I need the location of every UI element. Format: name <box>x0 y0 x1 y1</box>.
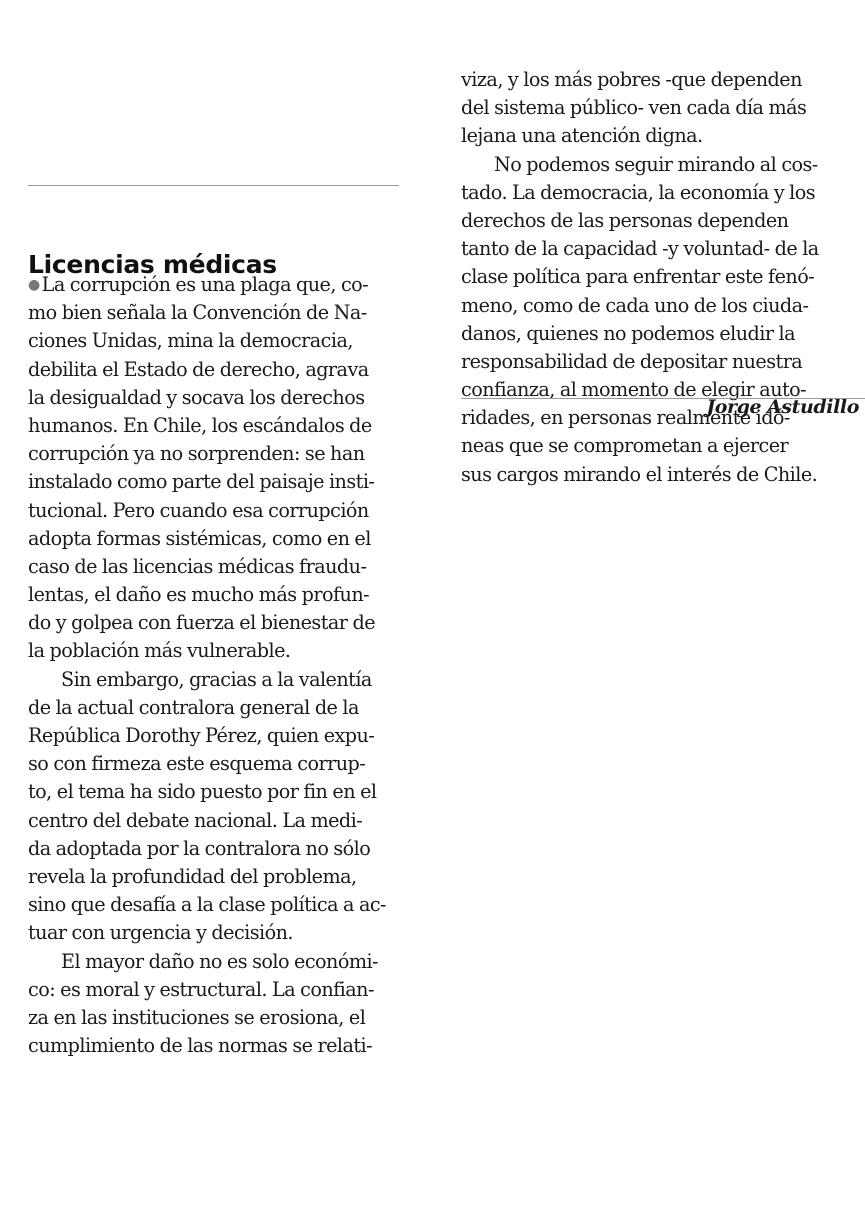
body-line: Sin embargo, gracias a la valentía <box>61 667 372 691</box>
body-line: lentas, el daño es mucho más profun- <box>28 583 370 607</box>
body-line: la población más vulnerable. <box>28 639 291 663</box>
body-line: sino que desafía a la clase política a ac- <box>28 893 386 917</box>
body-line: tanto de la capacidad -y voluntad- de la <box>461 237 819 261</box>
body-line: caso de las licencias médicas fraudu- <box>28 554 367 578</box>
body-line: instalado como parte del paisaje insti- <box>28 470 375 494</box>
body-line: ciones Unidas, mina la democracia, <box>28 329 353 353</box>
body-line: derechos de las personas dependen <box>461 208 789 232</box>
body-line: do y golpea con fuerza el bienestar de <box>28 611 375 635</box>
body-line: corrupción ya no sorprenden: se han <box>28 442 365 466</box>
body-line: danos, quienes no podemos eludir la <box>461 321 796 345</box>
body-line: ● La corrupción es una plaga que, co- <box>28 273 369 296</box>
body-line: da adoptada por la contralora no sólo <box>28 836 371 860</box>
body-line: de la actual contralora general de la <box>28 695 359 719</box>
body-line: debilita el Estado de derecho, agrava <box>28 357 369 381</box>
body-line: República Dorothy Pérez, quien expu- <box>28 724 375 747</box>
body-line: responsabilidad de depositar nuestra <box>461 349 803 373</box>
body-line: tuar con urgencia y decisión. <box>28 921 293 945</box>
section-divider-left <box>28 185 399 186</box>
body-line: clase política para enfrentar este fenó- <box>461 265 815 289</box>
body-line: la desigualdad y socava los derechos <box>28 385 365 409</box>
body-line: humanos. En Chile, los escándalos de <box>28 413 372 437</box>
author-signature: Jorge Astudillo <box>706 396 859 418</box>
body-line: confianza, al momento de elegir auto- <box>461 378 807 402</box>
letter-body-right-column <box>461 66 865 489</box>
body-line: El mayor daño no es solo económi- <box>61 949 378 973</box>
body-line: tucional. Pero cuando esa corrupción <box>28 498 369 522</box>
body-line: revela la profundidad del problema, <box>28 864 357 888</box>
body-line: neas que se comprometan a ejercer <box>461 434 789 458</box>
letter-body-left-column <box>28 271 400 1060</box>
body-line: za en las instituciones se erosiona, el <box>28 1005 366 1029</box>
body-line: to, el tema ha sido puesto por fin en el <box>28 780 377 804</box>
body-line: viza, y los más pobres -que dependen <box>461 68 802 91</box>
bullet-icon: ● <box>28 277 40 293</box>
body-line: cumplimiento de las normas se relati- <box>28 1034 373 1058</box>
section-divider-right <box>461 398 865 399</box>
body-line: No podemos seguir mirando al cos- <box>494 152 818 176</box>
body-line: del sistema público- ven cada día más <box>461 96 807 120</box>
body-line: ridades, en personas realmente idó- <box>461 406 790 430</box>
body-line: co: es moral y estructural. La confian- <box>28 977 374 1001</box>
body-line: adopta formas sistémicas, como en el <box>28 526 371 550</box>
letter-headline: Licencias médicas <box>28 250 277 279</box>
body-line: meno, como de cada uno de los ciuda- <box>461 293 809 317</box>
body-line: mo bien señala la Convención de Na- <box>28 301 367 325</box>
body-line: centro del debate nacional. La medi- <box>28 808 363 832</box>
body-line: lejana una atención digna. <box>461 124 703 148</box>
body-line: so con firmeza este esquema corrup- <box>28 752 366 776</box>
body-line: tado. La democracia, la economía y los <box>461 180 816 204</box>
body-line: sus cargos mirando el interés de Chile. <box>461 462 818 486</box>
